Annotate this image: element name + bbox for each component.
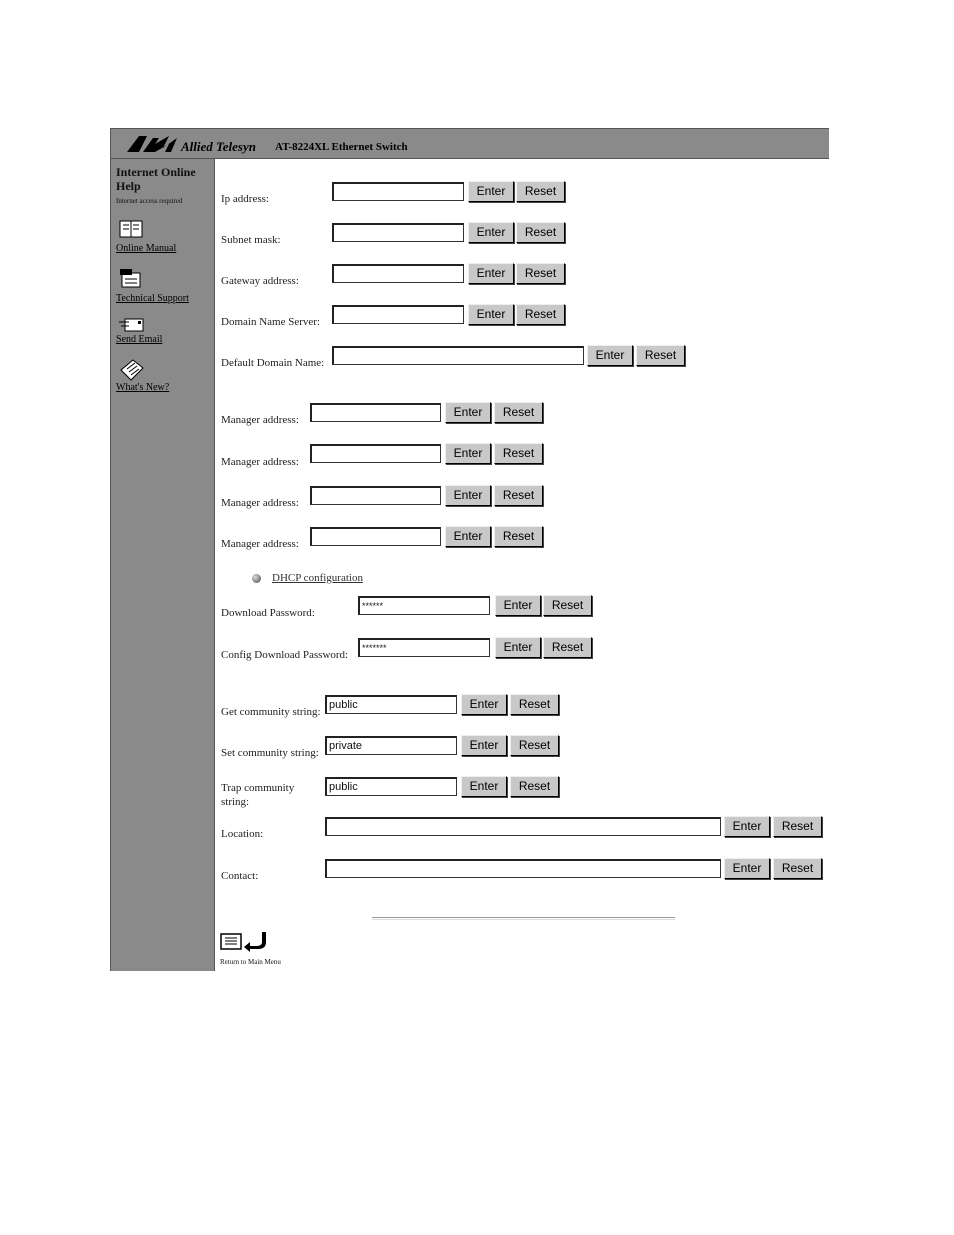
manager-address-1-enter-button[interactable]: Enter [445, 402, 491, 423]
location-reset-button[interactable]: Reset [773, 816, 822, 837]
set-community-reset-button[interactable]: Reset [510, 735, 559, 756]
domain-name-server-input[interactable] [332, 305, 464, 324]
trap-community-input[interactable]: public [325, 777, 457, 796]
phone-icon [119, 267, 145, 291]
ip-address-reset-button[interactable]: Reset [516, 181, 565, 202]
trap-community-enter-button[interactable]: Enter [461, 776, 507, 797]
help-sidebar [111, 159, 215, 971]
company-name: Allied Telesyn [181, 139, 256, 154]
product-title: AT-8224XL Ethernet Switch [275, 141, 408, 153]
contact-input[interactable] [325, 859, 721, 878]
book-icon [119, 219, 145, 239]
manager-address-input-4[interactable] [310, 527, 441, 546]
technical-support-link[interactable]: Technical Support [116, 293, 189, 304]
ip-address-input[interactable] [332, 182, 464, 201]
download-password-reset-button[interactable]: Reset [543, 595, 592, 616]
manager-address-3-reset-button[interactable]: Reset [494, 485, 543, 506]
manager-address-label-4: Manager address: [221, 538, 299, 550]
subnet-mask-enter-button[interactable]: Enter [468, 222, 514, 243]
send-email-link[interactable]: Send Email [116, 334, 163, 345]
location-enter-button[interactable]: Enter [724, 816, 770, 837]
location-input[interactable] [325, 817, 721, 836]
bullet-icon [252, 574, 261, 583]
manager-address-4-reset-button[interactable]: Reset [494, 526, 543, 547]
manager-address-input-1[interactable] [310, 403, 441, 422]
manager-address-label-2: Manager address: [221, 456, 299, 468]
set-community-label: Set community string: [221, 747, 319, 759]
config-download-password-enter-button[interactable]: Enter [495, 637, 541, 658]
set-community-enter-button[interactable]: Enter [461, 735, 507, 756]
manager-address-label-3: Manager address: [221, 497, 299, 509]
subnet-mask-label: Subnet mask: [221, 234, 281, 246]
config-download-password-reset-button[interactable]: Reset [543, 637, 592, 658]
browser-frame [110, 128, 829, 971]
gateway-address-label: Gateway address: [221, 275, 299, 287]
return-to-main-menu-icon[interactable] [220, 930, 268, 952]
return-to-main-menu-label[interactable]: Return to Main Menu [220, 958, 281, 966]
subnet-mask-input[interactable] [332, 223, 464, 242]
get-community-input[interactable]: public [325, 695, 457, 714]
manager-address-input-3[interactable] [310, 486, 441, 505]
manager-address-4-enter-button[interactable]: Enter [445, 526, 491, 547]
download-password-enter-button[interactable]: Enter [495, 595, 541, 616]
gateway-address-reset-button[interactable]: Reset [516, 263, 565, 284]
download-password-label: Download Password: [221, 607, 315, 619]
ip-address-label: Ip address: [221, 193, 269, 205]
manager-address-2-enter-button[interactable]: Enter [445, 443, 491, 464]
get-community-enter-button[interactable]: Enter [461, 694, 507, 715]
manager-address-input-2[interactable] [310, 444, 441, 463]
gateway-address-input[interactable] [332, 264, 464, 283]
domain-name-server-enter-button[interactable]: Enter [468, 304, 514, 325]
default-domain-name-reset-button[interactable]: Reset [636, 345, 685, 366]
manager-address-label-1: Manager address: [221, 414, 299, 426]
default-domain-name-label: Default Domain Name: [221, 357, 325, 369]
manager-address-2-reset-button[interactable]: Reset [494, 443, 543, 464]
contact-label: Contact: [221, 870, 259, 882]
gateway-address-enter-button[interactable]: Enter [468, 263, 514, 284]
get-community-label: Get community string: [221, 706, 321, 718]
default-domain-name-input[interactable] [332, 346, 584, 365]
envelope-icon [119, 317, 145, 333]
trap-community-label: Trap community string: [221, 782, 295, 808]
document-icon [119, 358, 145, 382]
trap-community-reset-button[interactable]: Reset [510, 776, 559, 797]
manager-address-1-reset-button[interactable]: Reset [494, 402, 543, 423]
whats-new-link[interactable]: What's New? [116, 382, 170, 393]
domain-name-server-label: Domain Name Server: [221, 316, 320, 328]
set-community-input[interactable]: private [325, 736, 457, 755]
location-label: Location: [221, 828, 264, 840]
online-manual-link[interactable]: Online Manual [116, 243, 177, 254]
help-title: Internet Online Help [116, 165, 196, 193]
dhcp-configuration-link[interactable]: DHCP configuration [272, 572, 363, 584]
manager-address-3-enter-button[interactable]: Enter [445, 485, 491, 506]
divider [372, 917, 675, 920]
help-subtitle: Internet access required [116, 197, 183, 205]
get-community-reset-button[interactable]: Reset [510, 694, 559, 715]
contact-enter-button[interactable]: Enter [724, 858, 770, 879]
domain-name-server-reset-button[interactable]: Reset [516, 304, 565, 325]
config-download-password-input[interactable]: ******* [358, 638, 490, 657]
subnet-mask-reset-button[interactable]: Reset [516, 222, 565, 243]
default-domain-name-enter-button[interactable]: Enter [587, 345, 633, 366]
download-password-input[interactable]: ****** [358, 596, 490, 615]
contact-reset-button[interactable]: Reset [773, 858, 822, 879]
ip-address-enter-button[interactable]: Enter [468, 181, 514, 202]
config-download-password-label: Config Download Password: [221, 649, 349, 661]
header-bar [111, 129, 829, 159]
